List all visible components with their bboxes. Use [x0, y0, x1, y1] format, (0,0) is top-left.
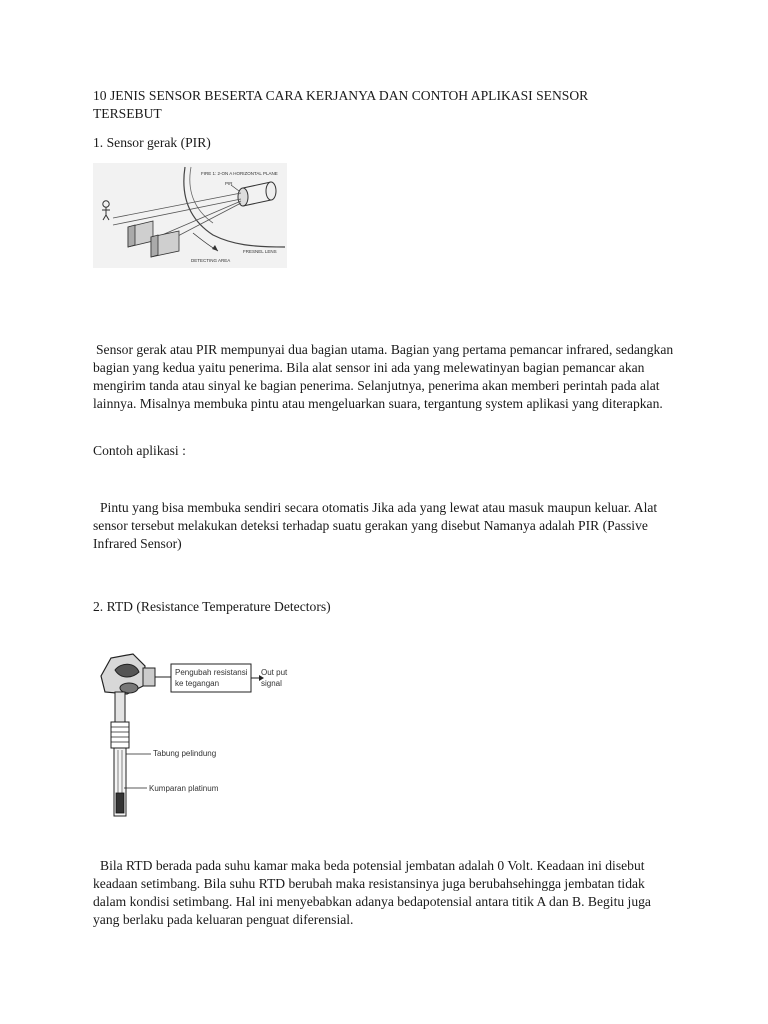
pir-figure-title: FIRE 1: 2-ON A HORIZONTAL PLANE	[201, 171, 278, 176]
section1-paragraph: Sensor gerak atau PIR mempunyai dua bagian utama. Bagian yang pertama pemancar infrared, sedangkan bagian yang kedua yaitu penerima. Bila alat sensor ini ada yang melewatinyan bagian pemancar akan mengirim tanda atau sinyal ke bagian penerima. Selanjutnya, penerima akan memberi perintah pada alat lainnya. Misalnya membuka pintu atau mengeluarkan suara, tergantung system aplikasi yang diterapkan.	[93, 342, 674, 411]
fresnel-lens-label: FRESNEL LENS	[243, 249, 277, 254]
section2-heading: 2. RTD (Resistance Temperature Detectors)	[93, 599, 331, 614]
detecting-area-label: DETECTING AREA	[191, 258, 231, 263]
output-label-line1: Out put	[261, 668, 288, 677]
tabung-pelindung-label: Tabung pelindung	[153, 749, 217, 758]
rtd-figure	[93, 648, 308, 820]
kumparan-platinum-label: Kumparan platinum	[149, 784, 219, 793]
section1-heading: 1. Sensor gerak (PIR)	[93, 135, 211, 150]
page-title: 10 JENIS SENSOR BESERTA CARA KERJANYA DAN CONTOH APLIKASI SENSOR TERSEBUT	[93, 88, 589, 121]
output-label-line2: signal	[261, 679, 282, 688]
converter-label-line1: Pengubah resistansi	[175, 668, 248, 677]
contoh-aplikasi-text: Pintu yang bisa membuka sendiri secara otomatis Jika ada yang lewat atau masuk maupun keluar. Alat sensor tersebut melakukan deteksi terhadap suatu gerakan yang disebut Namanya adalah PIR (Passive Infrared Sensor)	[93, 500, 658, 551]
converter-label-line2: ke tegangan	[175, 679, 220, 688]
pir-label: PIR	[225, 181, 233, 186]
contoh-aplikasi-label: Contoh aplikasi :	[93, 443, 186, 458]
section2-paragraph: Bila RTD berada pada suhu kamar maka beda potensial jembatan adalah 0 Volt. Keadaan ini disebut keadaan setimbang. Bila suhu RTD berubah maka resistansinya juga berubahsehingga jembatan tidak dalam kondisi setimbang. Hal ini menyebabkan adanya bedapotensial antara titik A dan B. Begitu juga yang berlaku pada keluaran penguat diferensial.	[93, 858, 651, 927]
pir-figure	[93, 163, 287, 268]
